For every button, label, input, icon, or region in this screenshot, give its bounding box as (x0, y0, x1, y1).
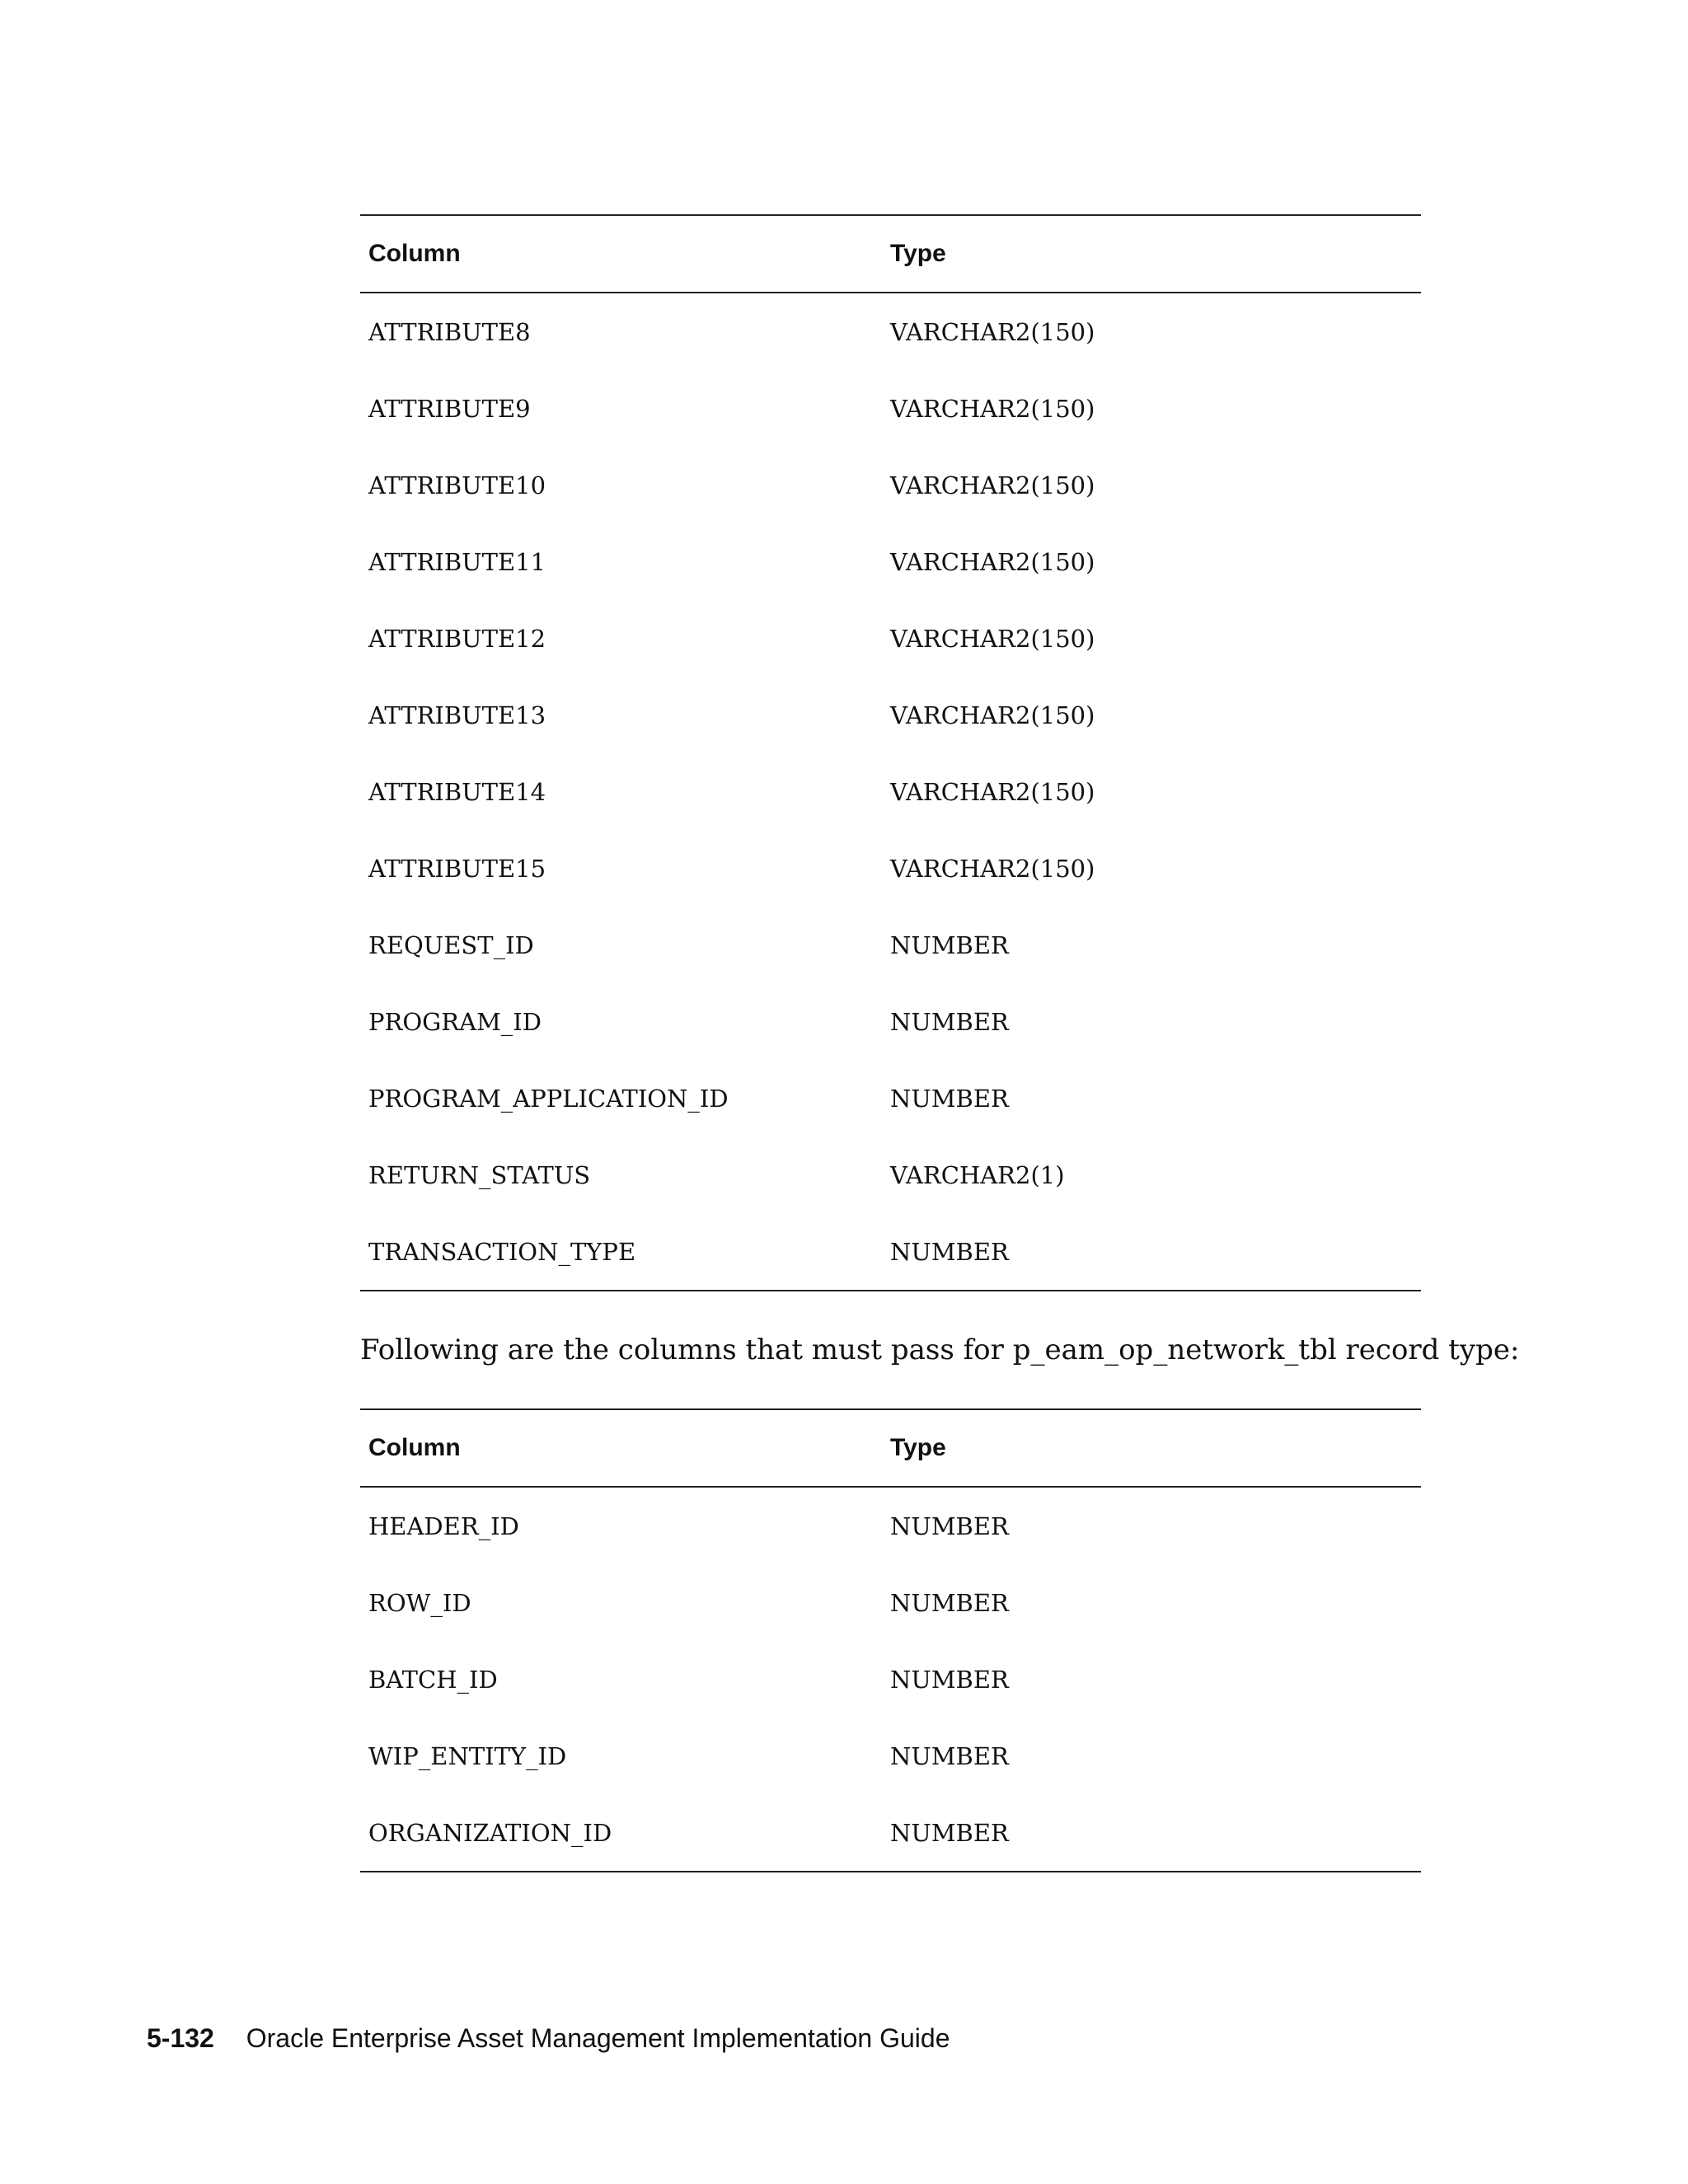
table-body (360, 293, 1421, 1290)
column-name-cell: PROGRAM_ID (368, 1007, 542, 1036)
column-type-cell: NUMBER (890, 930, 1009, 959)
table-row (360, 600, 1421, 677)
page-footer (147, 2023, 950, 2054)
table-row (360, 677, 1421, 753)
column-name-cell: TRANSACTION_TYPE (368, 1237, 636, 1266)
column-type-cell: VARCHAR2(150) (890, 624, 1095, 653)
table-row (360, 1060, 1421, 1137)
column-type-cell: NUMBER (890, 1084, 1009, 1113)
column-type-cell: NUMBER (890, 1511, 1009, 1540)
column-name-cell: HEADER_ID (368, 1511, 519, 1540)
type-header: Type (890, 1434, 946, 1461)
column-name-cell: ATTRIBUTE14 (368, 777, 546, 806)
column-type-cell: VARCHAR2(150) (890, 547, 1095, 576)
table-body (360, 1488, 1421, 1871)
column-type-cell: NUMBER (890, 1665, 1009, 1694)
table-row (360, 1794, 1421, 1871)
table-header-row (360, 1410, 1421, 1488)
column-name-cell: REQUEST_ID (368, 930, 534, 959)
column-name-cell: ATTRIBUTE11 (368, 547, 546, 576)
table-row (360, 1488, 1421, 1564)
column-type-cell: NUMBER (890, 1818, 1009, 1847)
table-row (360, 293, 1421, 370)
column-type-cell: VARCHAR2(150) (890, 854, 1095, 883)
table-row (360, 1641, 1421, 1718)
column-name-cell: PROGRAM_APPLICATION_ID (368, 1084, 729, 1113)
column-type-cell: VARCHAR2(150) (890, 317, 1095, 346)
intro-paragraph: Following are the columns that must pass for p_eam_op_network_tbl record type: (360, 1333, 1520, 1366)
column-name-cell: RETURN_STATUS (368, 1160, 591, 1189)
table-row (360, 1718, 1421, 1794)
column-type-cell: NUMBER (890, 1007, 1009, 1036)
column-name-cell: ATTRIBUTE9 (368, 394, 531, 423)
column-type-cell: NUMBER (890, 1741, 1009, 1770)
table-row (360, 983, 1421, 1060)
column-header: Column (368, 240, 461, 267)
column-name-cell: BATCH_ID (368, 1665, 498, 1694)
column-type-cell: VARCHAR2(1) (890, 1160, 1065, 1189)
column-name-cell: ATTRIBUTE8 (368, 317, 531, 346)
table-row (360, 523, 1421, 600)
column-type-cell: NUMBER (890, 1237, 1009, 1266)
book-title: Oracle Enterprise Asset Management Implementation Guide (246, 2023, 950, 2053)
table-row (360, 907, 1421, 983)
column-type-cell: VARCHAR2(150) (890, 701, 1095, 729)
table-row (360, 830, 1421, 907)
columns-table-1 (360, 214, 1421, 1291)
column-type-cell: VARCHAR2(150) (890, 394, 1095, 423)
column-name-cell: ROW_ID (368, 1588, 471, 1617)
column-type-cell: NUMBER (890, 1588, 1009, 1617)
column-header: Column (368, 1434, 461, 1461)
column-name-cell: ORGANIZATION_ID (368, 1818, 612, 1847)
column-name-cell: WIP_ENTITY_ID (368, 1741, 567, 1770)
column-name-cell: ATTRIBUTE12 (368, 624, 546, 653)
type-header: Type (890, 240, 946, 267)
table-row (360, 1213, 1421, 1290)
column-name-cell: ATTRIBUTE13 (368, 701, 546, 729)
table-row (360, 447, 1421, 523)
table-row (360, 753, 1421, 830)
column-type-cell: VARCHAR2(150) (890, 471, 1095, 499)
table-header-row (360, 216, 1421, 293)
table-row (360, 370, 1421, 447)
table-row (360, 1564, 1421, 1641)
column-type-cell: VARCHAR2(150) (890, 777, 1095, 806)
page-number: 5-132 (147, 2023, 214, 2053)
columns-table-2 (360, 1408, 1421, 1872)
column-name-cell: ATTRIBUTE10 (368, 471, 546, 499)
column-name-cell: ATTRIBUTE15 (368, 854, 546, 883)
table-row (360, 1137, 1421, 1213)
